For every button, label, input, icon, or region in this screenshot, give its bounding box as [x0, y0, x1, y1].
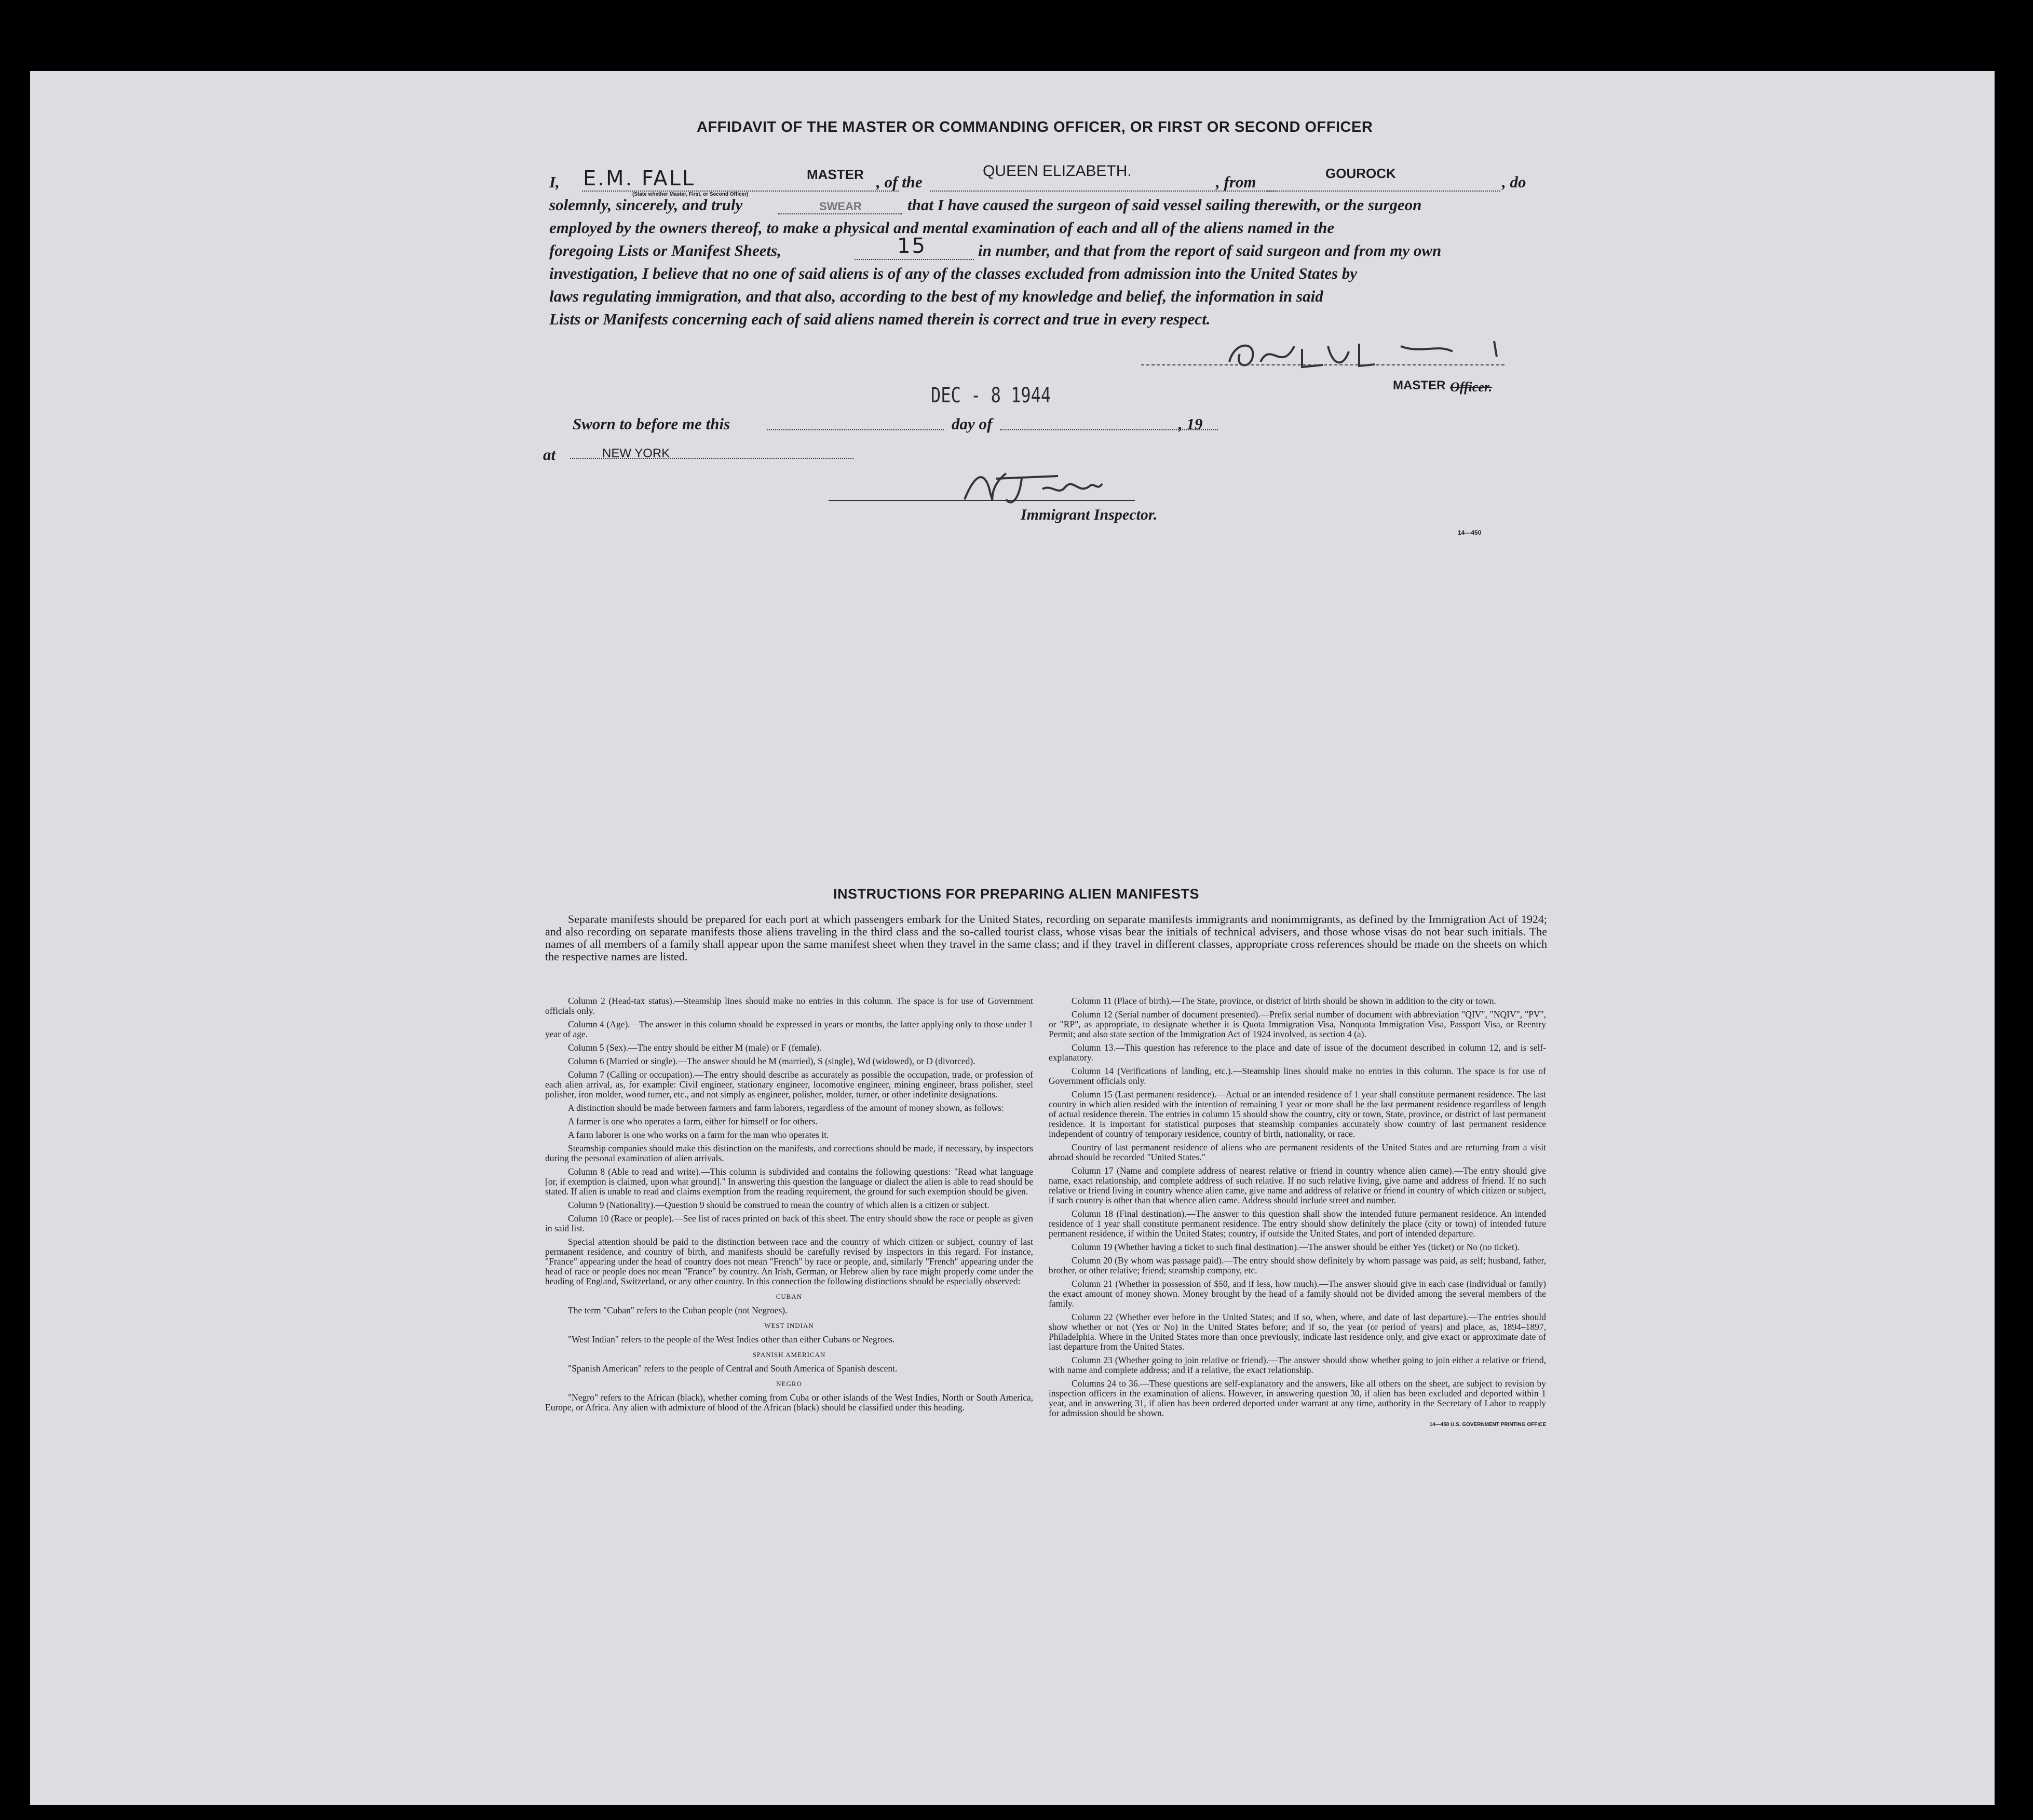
- master-label-typed: MASTER: [1393, 378, 1446, 392]
- form-number: 14—450: [1458, 529, 1482, 536]
- document-page: [30, 71, 1995, 1805]
- affidavit-from: , from: [1216, 173, 1256, 191]
- instructions-intro: Separate manifests should be prepared for each port at which passengers embark for the United States, recording on separate manifests immigrants and nonimmigrants, as defined by the Immigration Act of 1924; and also recording on separate manifests those aliens traveling in the third class and the so-called tourist class, whose visas bear the initials of technical advisers, and those whose visas do not bear such initials. The names of all members of a family shall appear upon the same manifest sheet when they travel in the same class; and if they travel in different classes, appropriate cross references should be made on the sheets on which the respective names are listed.: [545, 913, 1547, 963]
- inspector-label: Immigrant Inspector.: [1021, 506, 1158, 523]
- officer-label-struck: Officer.: [1450, 379, 1493, 395]
- heading-spanish-american: SPANISH AMERICAN: [752, 1351, 826, 1359]
- instruction-item: Country of last permanent residence of aliens who are permanent residents of the United States and are returning from a visit abroad should be recorded "United States.": [1049, 1142, 1546, 1162]
- instruction-item: Column 5 (Sex).—The entry should be either M (male) or F (female).: [568, 1042, 822, 1053]
- instruction-item: "Spanish American" refers to the people of Central and South America of Spanish descent.: [568, 1363, 898, 1374]
- affidavit-line7: Lists or Manifests concerning each of said aliens named therein is correct and true in every respect.: [549, 310, 1211, 328]
- affidavit-line3: employed by the owners thereof, to make a physical and mental examination of each and all of the aliens named in the: [549, 219, 1335, 237]
- instruction-item: Special attention should be paid to the distinction between race and the country of which citizen or subject, country of last permanent residence, and country of birth, and manifests should be carefully revised by inspectors in this regard. For instance, "France" appearing under the head of country does not mean "French" by race or people, and, similarly "French" appearing under the head of race or people does not mean "France" by country. An Irish, German, or Hebrew alien by race might properly come under the heading of England, Switzerland, or any other country. In this connection the following distinctions should be especially observed:: [545, 1237, 1033, 1286]
- affidavit-line2a: solemnly, sincerely, and truly: [549, 196, 743, 214]
- instruction-item: Column 15 (Last permanent residence).—Actual or an intended residence of 1 year shall constitute permanent residence. The last country in which alien resided with the intention of remaining 1 year or more shall be the last permanent residence regardless of length of actual residence therein. The entries in column 15 should show the country, city or town, State, province, or district of last permanent residence. It is important for statistical purposes that steamship companies accurately show country of last permanent residence independent of country of temporary residence, country of birth, nationality, or race.: [1049, 1089, 1546, 1139]
- rank-typed: MASTER: [807, 167, 864, 182]
- heading-west-indian: WEST INDIAN: [764, 1322, 814, 1329]
- vessel-name: QUEEN ELIZABETH.: [983, 162, 1132, 180]
- instruction-item: Column 19 (Whether having a ticket to such final destination).—The answer should be either Yes (ticket) or No (no ticket).: [1072, 1242, 1520, 1252]
- sworn-label: Sworn to before me this: [573, 415, 730, 433]
- instruction-item: Column 17 (Name and complete address of nearest relative or friend in country whence alien came).—The entry should give name, exact relationship, and complete address of such relative. If no such relative living, give name and address of friend. If no such relative or friend living in country whence alien came, give name and address of relative or friend in country of which citizen or subject, if such country is other than that whence alien came. Address should include street and number.: [1049, 1165, 1546, 1205]
- instruction-item: A farmer is one who operates a farm, either for himself or for others.: [568, 1116, 818, 1126]
- instruction-item: Steamship companies should make this distinction on the manifests, and corrections should be made, if necessary, by inspectors during the personal examination of alien arrivals.: [545, 1143, 1033, 1163]
- affidavit-line4b: in number, and that from the report of said surgeon and from my own: [978, 241, 1442, 260]
- day-of-label: day of: [952, 415, 993, 433]
- instruction-item: Column 6 (Married or single).—The answer should be M (married), S (single), Wd (widowed), or D (divorced).: [568, 1056, 975, 1066]
- instruction-item: Column 22 (Whether ever before in the United States; and if so, when, where, and date of last departure).—The entries should show whether or not (Yes or No) in the United States before; and if so, the year (or period of years) and place, as, 1894–1897, Philadelphia. Where in the United States more than once previously, indicate last residence only, and give exact or approximate date of last departure from the United States.: [1049, 1312, 1546, 1352]
- rank-note: (State whether Master, First, or Second Officer): [632, 192, 749, 197]
- affidavit-line6: laws regulating immigration, and that also, according to the best of my knowledge and belief, the information in said: [549, 287, 1323, 305]
- instructions-title: INSTRUCTIONS FOR PREPARING ALIEN MANIFESTS: [833, 886, 1200, 902]
- instruction-item: Column 8 (Able to read and write).—This column is subdivided and contains the following questions: "Read what language [or, if exemption is claimed, upon what ground]." In answering this question the language or dialect the alien is able to read should be stated. If alien is unable to read and claims exemption from the reading requirement, the ground for such exemption should be given.: [545, 1166, 1033, 1197]
- sworn-place: NEW YORK: [602, 446, 670, 460]
- port-of-embarkation: GOUROCK: [1325, 166, 1396, 181]
- instruction-item: A distinction should be made between farmers and farm laborers, regardless of the amount of money shown, as follows:: [568, 1103, 1004, 1113]
- instruction-item: Column 13.—This question has reference to the place and date of issue of the document described in column 12, and is self-explanatory.: [1049, 1042, 1546, 1063]
- at-label: at: [543, 445, 556, 464]
- affidavit-i: I,: [549, 173, 560, 191]
- instruction-item: Column 21 (Whether in possession of $50, and if less, how much).—The answer should give in each case (individual or family) the exact amount of money shown. Money brought by the head of a family should not be divided among the several members of the family.: [1049, 1279, 1546, 1309]
- instruction-item: Column 10 (Race or people).—See list of races printed on back of this sheet. The entry should show the race or people as given in said list.: [545, 1213, 1033, 1233]
- instruction-item: Column 11 (Place of birth).—The State, province, or district of birth should be shown in addition to the city or town.: [1072, 996, 1496, 1006]
- year-label: , 19: [1178, 415, 1203, 433]
- date-stamp: DEC - 8 1944: [931, 384, 1051, 408]
- master-signature: [1203, 331, 1515, 377]
- instruction-item: Column 4 (Age).—The answer in this column should be expressed in years or months, the latter applying only to those under 1 year of age.: [545, 1019, 1033, 1039]
- instructions-left-column: [545, 996, 1033, 1416]
- swear-typed: SWEAR: [819, 200, 862, 213]
- instruction-item: Columns 24 to 36.—These questions are self-explanatory and the answers, like all others on the sheet, are subject to revision by inspection officers in the examination of aliens. However, in answering question 30, if alien has been excluded and deported within 1 year, and in answering 31, if alien has been ordered deported under warrant at any time, authority in the Secretary of Labor to reapply for admission should be shown.: [1049, 1378, 1546, 1418]
- instruction-item: A farm laborer is one who works on a farm for the man who operates it.: [568, 1130, 829, 1140]
- instruction-item: Column 14 (Verifications of landing, etc.).—Steamship lines should make no entries in this column. The space is for use of Government officials only.: [1049, 1066, 1546, 1086]
- heading-cuban: CUBAN: [776, 1293, 803, 1300]
- heading-negro: NEGRO: [776, 1380, 802, 1388]
- affidavit-do: , do: [1502, 173, 1526, 191]
- instruction-item: Column 18 (Final destination).—The answer to this question shall show the intended future permanent residence. An intended residence of 1 year shall constitute permanent residence. The entry should show definitely the place (city or town) of intended future permanent residence, if within the United States; country, if outside the United States, and port of intended departure.: [1049, 1208, 1546, 1239]
- instruction-item: Column 12 (Serial number of document presented).—Prefix serial number of document with abbreviation "QIV", "NQIV", "PV", or "RP", as appropriate, to designate whether it is Quota Immigration Visa, Nonquota Immigration Visa, Passport Visa, or Reentry Permit; and also state section of the Immigration Act of 1924 involved, as section 4 (a).: [1049, 1009, 1546, 1039]
- affidavit-title: AFFIDAVIT OF THE MASTER OR COMMANDING OFFICER, OR FIRST OR SECOND OFFICER: [697, 119, 1373, 135]
- master-name-handwritten: E.M. FALL: [583, 167, 696, 191]
- instruction-item: Column 20 (By whom was passage paid).—The entry should show definitely by whom passage was paid, as self; husband, father, brother, or other relative; friend; steamship company, etc.: [1049, 1255, 1546, 1275]
- printing-office-footer: 14—450 U.S. GOVERNMENT PRINTING OFFICE: [1429, 1422, 1546, 1428]
- affidavit-line5: investigation, I believe that no one of said aliens is of any of the classes excluded from admission into the United States by: [549, 264, 1358, 282]
- instruction-item: "Negro" refers to the African (black), whether coming from Cuba or other islands of the West Indies, North or South America, Europe, or Africa. Any alien with admixture of blood of the African (black) should be classified under this heading.: [545, 1392, 1033, 1412]
- instruction-item: Column 7 (Calling or occupation).—The entry should describe as accurately as possible the occupation, trade, or profession of each alien arrival, as, for example: Civil engineer, stationary engineer, locomotive engineer, mining engineer, brass polisher, steel polisher, iron molder, wood turner, etc., and not simply as engineer, polisher, molder, turner, or other indefinite designations.: [545, 1069, 1033, 1099]
- instructions-right-column: [1049, 996, 1546, 1430]
- instruction-item: Column 2 (Head-tax status).—Steamship lines should make no entries in this column. The space is for use of Government officials only.: [545, 996, 1033, 1016]
- affidavit-line4a: foregoing Lists or Manifest Sheets,: [549, 241, 781, 260]
- affidavit-line2b: that I have caused the surgeon of said vessel sailing therewith, or the surgeon: [907, 196, 1422, 214]
- instruction-item: Column 23 (Whether going to join relative or friend).—The answer should show whether going to join either a relative or friend, with name and complete address; and if a relative, the exact relationship.: [1049, 1355, 1546, 1375]
- affidavit-of-the: , of the: [876, 173, 923, 191]
- instruction-item: Column 9 (Nationality).—Question 9 should be construed to mean the country of which alien is a citizen or subject.: [568, 1200, 990, 1210]
- instruction-item: "West Indian" refers to the people of the West Indies other than either Cubans or Negroes.: [568, 1334, 895, 1344]
- instruction-item: The term "Cuban" refers to the Cuban people (not Negroes).: [568, 1305, 788, 1315]
- sheets-count-handwritten: 15: [897, 234, 927, 258]
